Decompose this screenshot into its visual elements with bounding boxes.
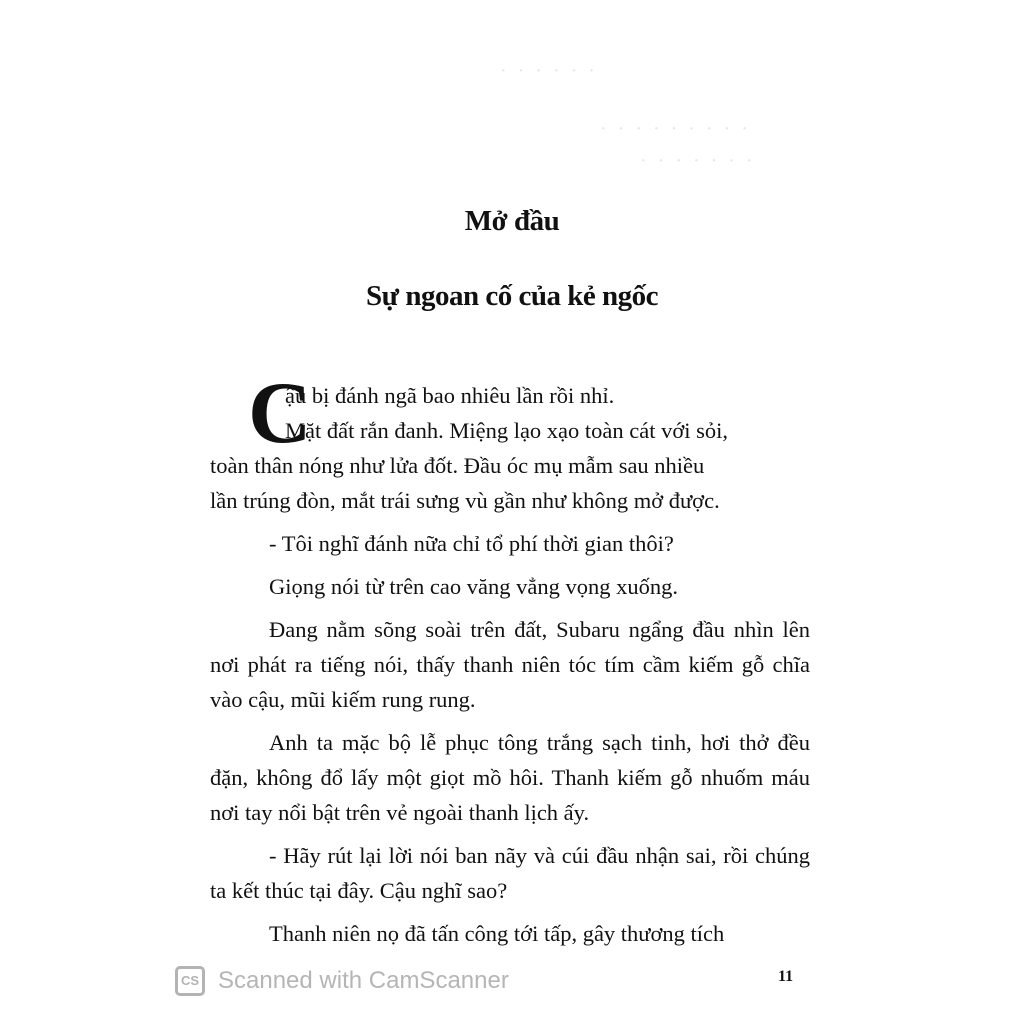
paragraph: - Tôi nghĩ đánh nữa chỉ tổ phí thời gian thôi? bbox=[269, 531, 674, 556]
chapter-subtitle: Sự ngoan cố của kẻ ngốc bbox=[366, 280, 658, 312]
body-text bbox=[210, 365, 810, 959]
bleed-through-decoration: · · · · · · · · · bbox=[600, 118, 751, 140]
chapter-title: Mở đầu bbox=[464, 205, 560, 237]
paragraph-line: toàn thân nóng như lửa đốt. Đầu óc mụ mẫm sau nhiều bbox=[210, 453, 705, 478]
camscanner-logo-icon: CS bbox=[175, 966, 205, 996]
first-paragraph bbox=[210, 365, 810, 518]
drop-cap: C bbox=[248, 365, 312, 462]
scanner-watermark-text: Scanned with CamScanner bbox=[218, 967, 509, 994]
paragraph: Đang nằm sõng soài trên đất, Subaru ngẩng đầu nhìn lên nơi phát ra tiếng nói, thấy thanh niên tóc tím cầm kiếm gỗ chĩa vào cậu, mũi kiếm rung rung. bbox=[210, 617, 810, 712]
page-number: 11 bbox=[778, 968, 794, 985]
bleed-through-decoration: · · · · · · · bbox=[640, 150, 756, 172]
paragraph: Giọng nói từ trên cao văng vẳng vọng xuống. bbox=[269, 574, 678, 599]
bleed-through-decoration: · · · · · · bbox=[500, 60, 598, 82]
paragraph-line: lần trúng đòn, mắt trái sưng vù gần như không mở được. bbox=[210, 488, 720, 513]
paragraph-line: Mặt đất rắn đanh. Miệng lạo xạo toàn cát với sỏi, bbox=[285, 418, 729, 443]
paragraph-line: ậu bị đánh ngã bao nhiêu lần rồi nhỉ. bbox=[285, 383, 615, 408]
paragraph: Anh ta mặc bộ lễ phục tông trắng sạch tinh, hơi thở đều đặn, không đổ lấy một giọt mồ hôi. Thanh kiếm gỗ nhuốm máu nơi tay nổi bật trên vẻ ngoài thanh lịch ấy. bbox=[210, 730, 810, 825]
paragraph: Thanh niên nọ đã tấn công tới tấp, gây thương tích bbox=[269, 921, 725, 946]
paragraph: - Hãy rút lại lời nói ban nãy và cúi đầu nhận sai, rồi chúng ta kết thúc tại đây. Cậu nghĩ sao? bbox=[210, 843, 810, 903]
